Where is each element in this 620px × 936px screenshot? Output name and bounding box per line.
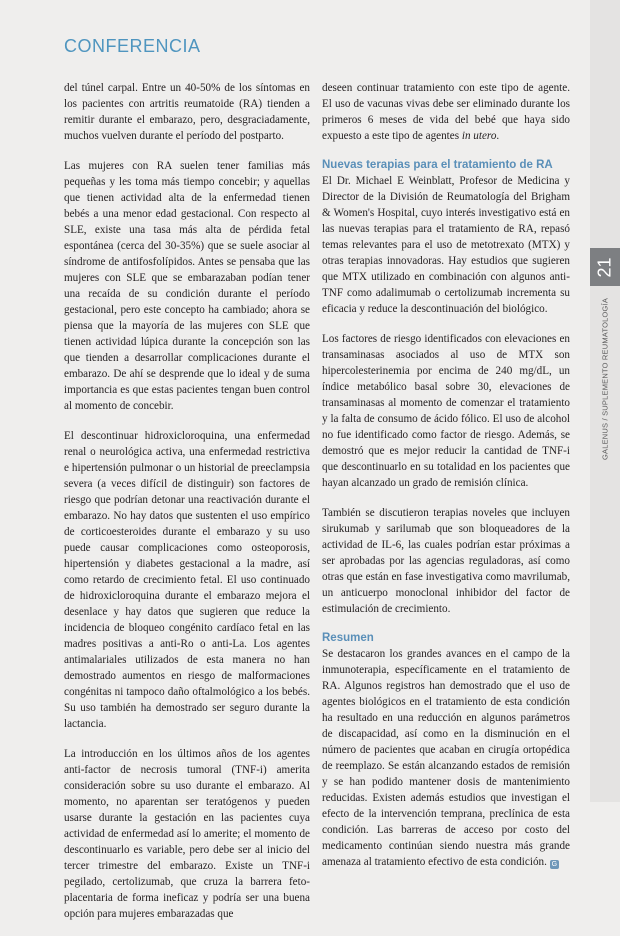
- end-of-article-icon: G: [551, 861, 558, 868]
- section-heading: Resumen: [322, 632, 374, 644]
- paragraph: del túnel carpal. Entre un 40-50% de los síntomas en los pacientes con artritis reumatoide (RA) tienden a remitir durante el embarazo, pero, desgraciadamente, muchos vuelven durante el período del postparto.: [64, 82, 310, 142]
- paragraph: El Dr. Michael E Weinblatt, Profesor de Medicina y Director de la División de Reumatología del Brigham & Women's Hospital, cuyo interés investigativo está en las nuevas terapias para el tratamiento de RA, repasó temas relevantes para el uso de metotrexato (MTX) y otras terapias innovadoras. Hay estudios que sugieren que MTX utilizado en combinación con algunos anti-TNF como adalimumab o certolizumab incrementa su eficacia y reduce la descontinuación del biológico.: [322, 175, 570, 315]
- italic-term: in utero: [461, 130, 497, 142]
- paragraph-text: Se destacaron los grandes avances en el campo de la inmunoterapia, específicamente en el tratamiento de RA. Algunos registros han demostrado que el uso de agentes biológicos en el tratamiento de esta condición ha resultado en una reducción en algunos parámetros de discapacidad, así como en la disminución en el número de pacientes que acaban en cirugía ortopédica de reemplazo. Se están alcanzando estados de remisión y se han podido mantener dosis de mantenimiento reducidas. Existen además estudios que investigan el efecto de la intervención temprana, preclínica de esta condición. Las barreras de acceso por costo del medicamento continúan siendo nuestra más grande amenaza al tratamiento efectivo de esta condición.: [322, 648, 570, 868]
- paragraph: La introducción en los últimos años de los agentes anti-factor de necrosis tumoral (TNF-i) amerita consideración sobre su uso durante el embarazo. Al momento, no aparentan ser teratógenos y pueden usarse durante la gestación en las pacientes cuya actividad de enfermedad así lo amerite; el momento de descontinuarlo es variable, pero debe ser al inicio del tercer trimestre del embarazo. Existe un TNF-i pegilado, certolizumab, que cruza la barrera feto-placentaria de forma ineficaz y podría ser una buena opción para mujeres embarazadas que: [64, 748, 310, 920]
- section-header: CONFERENCIA: [64, 36, 201, 56]
- right-column: [322, 80, 570, 884]
- paragraph: Las mujeres con RA suelen tener familias más pequeñas y les toma más tiempo concebir; y aquellas que tienen actividad alta de la enfermedad tienen bebés a una menor edad gestacional. Con respecto al SLE, existe una tasa más alta de pérdida fetal espontánea (cerca del 30-35%) que se suele asociar al síndrome de antifosfolípidos. Antes se pensaba que las mujeres con SLE que se embarazaban podían tener una recaída de su condición durante el período gestacional, pero este concepto ha cambiado; ahora se piensa que la mayoría de las mujeres con SLE que tienen actividad lúpica durante la concepción son las que tienden a desarrollar complicaciones durante el embarazo. De ahí se desprende que lo ideal y de suma importancia es que estas pacientes tengan buen control al momento de concebir.: [64, 160, 310, 412]
- page-number-tab: [590, 248, 620, 286]
- running-title-text: GALENUS / SUPLEMENTO REUMATOLOGÍA: [600, 297, 610, 460]
- section-heading: Nuevas terapias para el tratamiento de RA: [322, 159, 553, 171]
- paragraph: Los factores de riesgo identificados con elevaciones en transaminasas asociados al uso de MTX son hipercolesterinemia por encima de 240 mg/dL, un índice metabólico basal sobre 30, elevaciones de transaminasas al momento de comenzar el tratamiento y la falta de consumo de ácido fólico. El uso de alcohol no fue identificado como factor de riesgo. Además, se demostró que es mejor reducir la cantidad de TNF-i que descontinuarlo en su totalidad en los pacientes que hayan alcanzado un grado de remisión clínica.: [322, 333, 570, 489]
- paragraph: También se discutieron terapias noveles que incluyen sirukumab y sarilumab que son bloqueadores de la actividad de IL-6, las cuales podrían estar próximas a ser aprobadas por las agencias reguladoras, así como otras que están en fase investigativa como mavrilumab, un anticuerpo monoclonal inhibidor del factor de estimulación de crecimiento.: [322, 507, 570, 615]
- paragraph-text: deseen continuar tratamiento con este tipo de agente. El uso de vacunas vivas debe ser eliminado durante los primeros 6 meses de vida del bebé que haya sido expuesto a este tipo de agentes: [322, 82, 570, 142]
- left-column: [64, 80, 310, 936]
- paragraph: El descontinuar hidroxicloroquina, una enfermedad renal o neurológica activa, una enfermedad restrictiva e hipertensión pulmonar o un historial de preeclampsia severa (a veces difícil de distinguir) son factores de riesgo que podrían detonar una reactivación durante el embarazo. No hay datos que sustenten el uso empírico de corticoesteroides durante el embarazo y su uso puede causar complicaciones como osteoporosis, hipertensión y diabetes gestacional a la madre, así como retardo de crecimiento fetal. El uso continuado de hidroxicloroquina durante el embarazo mejora el desenlace y hay datos que sugieren que reduce la incidencia de bloqueo congénito cardíaco fetal en las madres positivas a anti-Ro o anti-La. Los agentes antimalariales utilizados de esta manera no han demostrado aumentos en riesgo de malformaciones congénitas ni tampoco daño oftalmológico a los bebés. Su uso también ha demostrado ser seguro durante la lactancia.: [64, 430, 310, 730]
- page-number: 21: [594, 256, 615, 278]
- paragraph: [322, 646, 570, 870]
- paragraph: [322, 80, 570, 144]
- running-title: [592, 270, 618, 460]
- paragraph-text: .: [496, 130, 500, 142]
